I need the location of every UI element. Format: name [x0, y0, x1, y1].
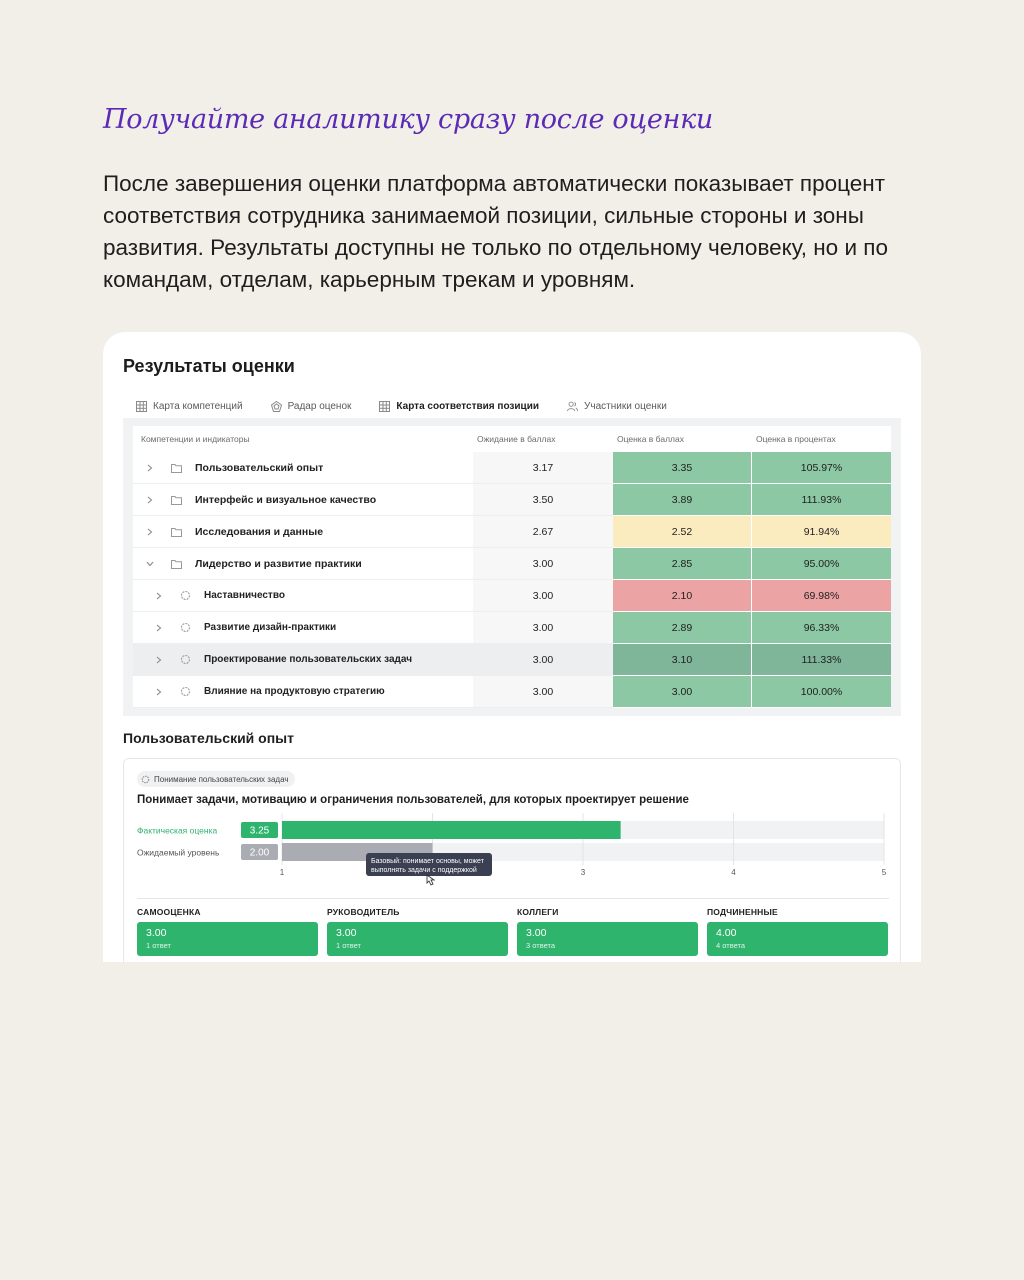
chevron-right-icon[interactable] — [145, 464, 155, 472]
bar-category-label: Фактическая оценка — [137, 825, 218, 836]
percent-cell: 105.97% — [752, 452, 891, 484]
tooltip-text: выполнять задачи с поддержкой — [371, 867, 477, 874]
row-name-cell — [133, 452, 473, 484]
row-label: Интерфейс и визуальное качество — [195, 493, 377, 506]
score-card — [707, 907, 888, 956]
row-label: Наставничество — [204, 590, 285, 601]
chevron-down-icon[interactable] — [145, 561, 155, 567]
gear-icon — [178, 621, 192, 635]
grid-icon — [136, 401, 147, 412]
radar-icon — [271, 401, 282, 412]
table-row[interactable] — [133, 516, 891, 548]
table-row[interactable] — [133, 676, 891, 708]
cursor-icon — [427, 875, 434, 885]
score-card — [517, 907, 698, 956]
divider — [137, 898, 889, 899]
bar — [282, 821, 621, 839]
table-row[interactable] — [133, 484, 891, 516]
expected-cell: 2.67 — [473, 516, 613, 548]
users-icon — [567, 401, 578, 412]
table-row[interactable] — [133, 644, 891, 676]
x-tick-label: 3 — [580, 868, 586, 877]
chevron-right-icon[interactable] — [145, 528, 155, 536]
chevron-right-icon[interactable] — [154, 592, 164, 600]
score-responses: 3 ответа — [526, 941, 556, 950]
indicator-detail — [123, 758, 901, 962]
table-row[interactable] — [133, 580, 891, 612]
expected-cell: 3.17 — [473, 452, 613, 484]
row-label: Влияние на продуктовую стратегию — [204, 686, 385, 697]
score-label: КОЛЛЕГИ — [517, 907, 559, 917]
bar-value-label: 3.25 — [249, 825, 270, 837]
score-box[interactable] — [137, 922, 318, 956]
tab-competency-map[interactable] — [123, 394, 257, 418]
expected-cell: 3.00 — [473, 676, 613, 708]
tab-label: Карта компетенций — [153, 400, 243, 412]
score-cell: 3.10 — [613, 644, 752, 676]
table-row[interactable] — [133, 612, 891, 644]
score-box[interactable] — [517, 922, 698, 956]
row-label: Лидерство и развитие практики — [195, 557, 362, 570]
tab-participants[interactable] — [553, 394, 681, 418]
row-label: Развитие дизайн-практики — [204, 622, 337, 633]
table-header — [133, 426, 891, 452]
level-bar-chart — [124, 811, 902, 891]
chevron-right-icon[interactable] — [154, 656, 164, 664]
score-cell: 3.00 — [613, 676, 752, 708]
gear-icon — [178, 685, 192, 699]
score-label: ПОДЧИНЕННЫЕ — [707, 907, 778, 917]
folder-icon — [169, 557, 183, 571]
competency-table — [123, 418, 901, 716]
table-row[interactable] — [133, 548, 891, 580]
score-cell: 3.89 — [613, 484, 752, 516]
folder-icon — [169, 493, 183, 507]
expected-cell: 3.00 — [473, 644, 613, 676]
expected-cell: 3.00 — [473, 580, 613, 612]
expected-cell: 3.50 — [473, 484, 613, 516]
row-name-cell — [133, 548, 473, 580]
chevron-right-icon[interactable] — [154, 624, 164, 632]
expected-cell: 3.00 — [473, 612, 613, 644]
row-name-cell — [133, 484, 473, 516]
row-label: Пользовательский опыт — [195, 461, 324, 474]
header-percent[interactable]: Оценка в процентах — [752, 434, 891, 444]
tab-label: Участники оценки — [584, 400, 667, 412]
score-value: 3.00 — [146, 927, 167, 939]
folder-icon — [169, 461, 183, 475]
row-label: Проектирование пользовательских задач — [204, 654, 413, 665]
tab-position-match[interactable] — [365, 394, 553, 420]
expected-cell: 3.00 — [473, 548, 613, 580]
indicator-chip — [137, 771, 295, 787]
score-card — [137, 907, 318, 956]
percent-cell: 69.98% — [752, 580, 891, 612]
tab-radar[interactable] — [257, 394, 366, 418]
section-title: Пользовательский опыт — [123, 730, 294, 746]
score-label: САМООЦЕНКА — [137, 907, 201, 917]
score-cell: 2.89 — [613, 612, 752, 644]
percent-cell: 96.33% — [752, 612, 891, 644]
grid-icon — [379, 401, 390, 412]
header-score[interactable]: Оценка в баллах — [613, 434, 752, 444]
bar-value-label: 2.00 — [249, 847, 270, 859]
table-row[interactable] — [133, 452, 891, 484]
score-cards — [137, 907, 888, 956]
row-name-cell — [133, 644, 473, 676]
header-expected[interactable]: Ожидание в баллах — [473, 434, 613, 444]
indicator-question: Понимает задачи, мотивацию и ограничения пользователей, для которых проектирует решение — [137, 794, 689, 806]
x-tick-label: 1 — [279, 868, 285, 877]
score-cell: 3.35 — [613, 452, 752, 484]
card-title: Результаты оценки — [123, 356, 295, 376]
score-value: 3.00 — [526, 927, 547, 939]
results-card — [103, 332, 921, 962]
score-card — [327, 907, 508, 956]
score-box[interactable] — [707, 922, 888, 956]
score-cell: 2.85 — [613, 548, 752, 580]
chevron-right-icon[interactable] — [154, 688, 164, 696]
folder-icon — [169, 525, 183, 539]
tabs — [123, 394, 681, 420]
score-responses: 1 ответ — [146, 941, 171, 950]
gear-icon — [178, 589, 192, 603]
row-name-cell — [133, 516, 473, 548]
tooltip-text: Базовый: понимает основы, может — [371, 858, 484, 865]
score-cell: 2.10 — [613, 580, 752, 612]
bar-category-label: Ожидаемый уровень — [137, 847, 220, 858]
score-cell: 2.52 — [613, 516, 752, 548]
chevron-right-icon[interactable] — [145, 496, 155, 504]
lead-paragraph: После завершения оценки платформа автоматически показывает процент соответствия сотрудника занимаемой позиции, сильные стороны и зоны развития. Результаты доступны не только по отдельному человеку, но и по командам, отделам, карьерным трекам и уровням. — [103, 171, 888, 292]
percent-cell: 91.94% — [752, 516, 891, 548]
tab-label: Радар оценок — [287, 400, 352, 412]
score-box[interactable] — [327, 922, 508, 956]
chip-label: Понимание пользовательских задач — [154, 774, 289, 784]
row-name-cell — [133, 612, 473, 644]
score-value: 3.00 — [336, 927, 357, 939]
gear-icon — [141, 775, 150, 784]
header-competencies[interactable]: Компетенции и индикаторы — [133, 434, 473, 444]
x-tick-label: 4 — [731, 868, 736, 877]
score-responses: 4 ответа — [716, 941, 746, 950]
score-responses: 1 ответ — [336, 941, 361, 950]
percent-cell: 100.00% — [752, 676, 891, 708]
score-label: РУКОВОДИТЕЛЬ — [327, 907, 400, 917]
row-name-cell — [133, 580, 473, 612]
table-body — [133, 452, 891, 708]
headline: Получайте аналитику сразу после оценки — [103, 104, 713, 135]
tab-label: Карта соответствия позиции — [396, 400, 539, 412]
score-value: 4.00 — [716, 927, 737, 939]
row-name-cell — [133, 676, 473, 708]
percent-cell: 95.00% — [752, 548, 891, 580]
percent-cell: 111.93% — [752, 484, 891, 516]
percent-cell: 111.33% — [752, 644, 891, 676]
row-label: Исследования и данные — [195, 525, 324, 538]
gear-icon — [178, 653, 192, 667]
x-tick-label: 5 — [881, 868, 887, 877]
